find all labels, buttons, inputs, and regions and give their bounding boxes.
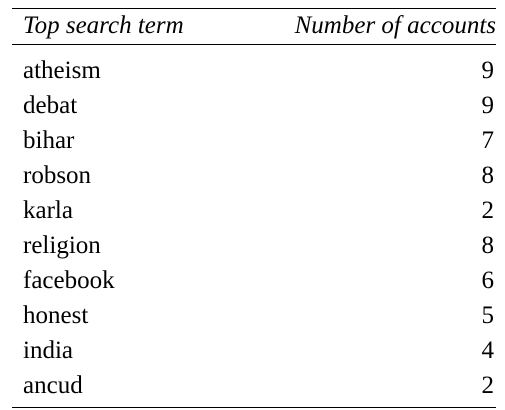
account-count-cell: 4 — [481, 336, 494, 364]
table-row — [12, 193, 496, 228]
table-row — [12, 53, 496, 88]
table-row — [12, 158, 496, 193]
search-term-cell: karla — [23, 196, 73, 224]
table-row — [12, 88, 496, 123]
account-count-cell: 8 — [481, 231, 494, 259]
search-term-cell: india — [23, 336, 73, 364]
search-term-cell: bihar — [23, 126, 75, 154]
search-term-cell: honest — [23, 301, 89, 329]
table-row — [12, 298, 496, 333]
account-count-cell: 6 — [481, 266, 494, 294]
account-count-cell: 9 — [481, 56, 494, 84]
search-term-cell: atheism — [23, 56, 101, 84]
table-row — [12, 263, 496, 298]
account-count-cell: 7 — [481, 126, 494, 154]
search-term-cell: religion — [23, 231, 101, 259]
table-row — [12, 123, 496, 158]
account-count-cell: 2 — [481, 196, 494, 224]
header-search-term: Top search term — [23, 12, 184, 39]
account-count-cell: 5 — [481, 301, 494, 329]
search-term-cell: debat — [23, 91, 78, 119]
table-row — [12, 368, 496, 403]
account-count-cell: 8 — [481, 161, 494, 189]
table-header-row — [12, 9, 496, 40]
table-bottom-rule — [12, 407, 496, 408]
search-term-cell: robson — [23, 161, 92, 189]
account-count-cell: 2 — [481, 371, 494, 399]
table-body — [12, 45, 496, 403]
table-row — [12, 228, 496, 263]
search-term-cell: facebook — [23, 266, 115, 294]
search-term-cell: ancud — [23, 371, 83, 399]
table-row — [12, 333, 496, 368]
accounts-table — [12, 8, 496, 408]
header-number-of-accounts: Number of accounts — [294, 12, 496, 39]
account-count-cell: 9 — [481, 91, 494, 119]
